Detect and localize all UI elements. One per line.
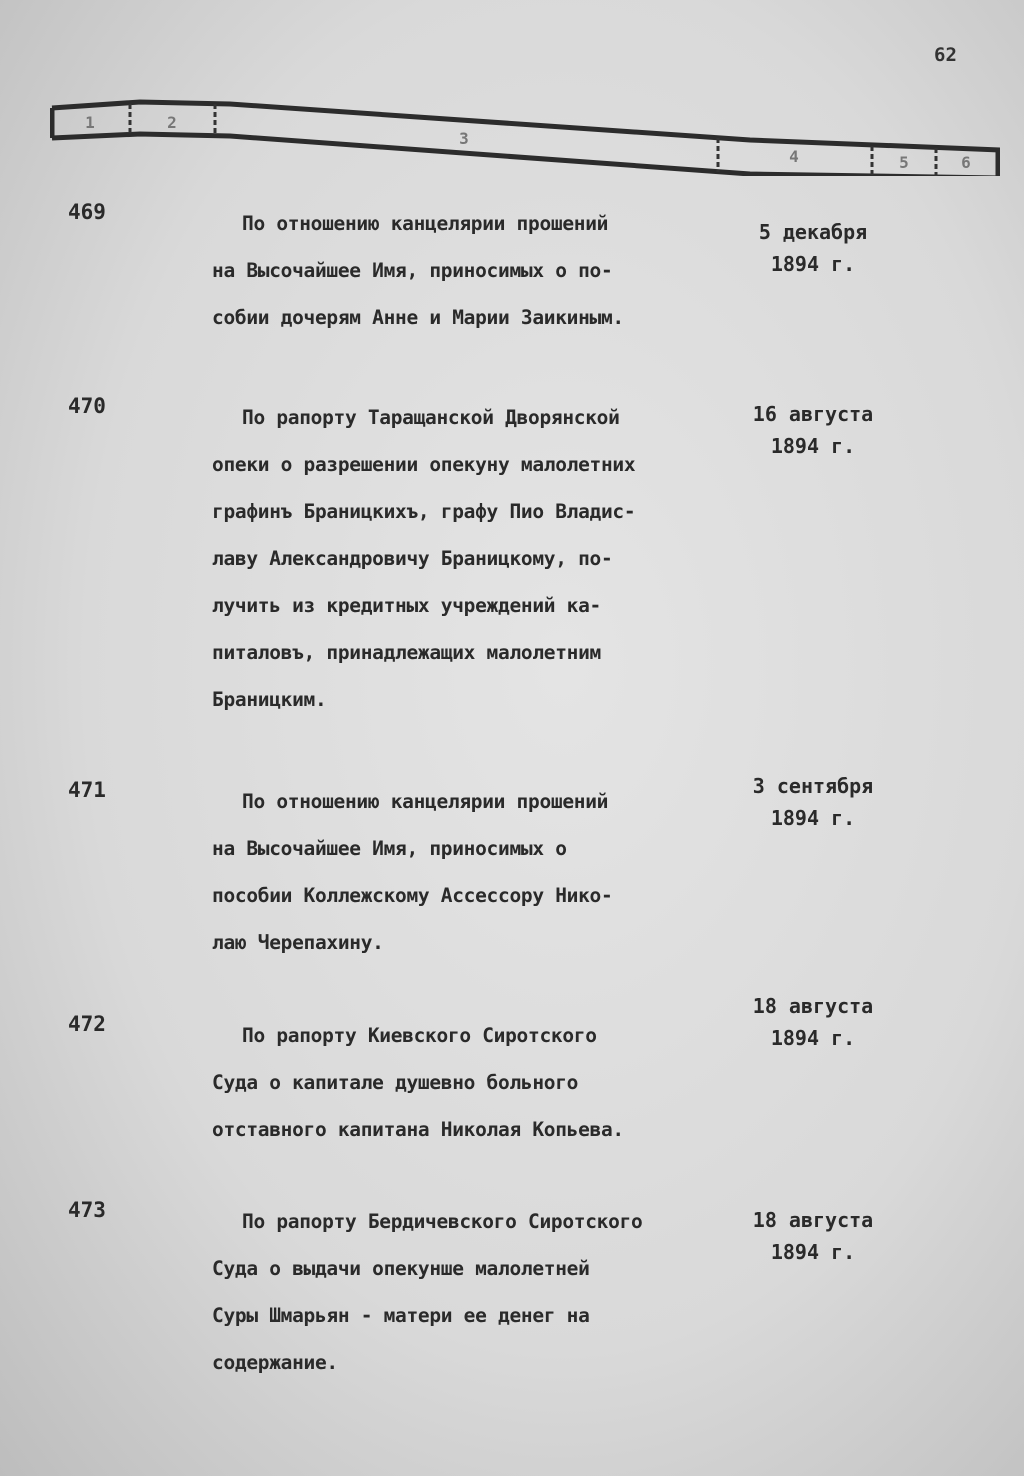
entry-line: По рапорту Киевского Сиротского [242, 1024, 597, 1047]
date-year: 1894 г. [770, 806, 856, 830]
date-year: 1894 г. [770, 1026, 856, 1050]
header-col-6: 6 [961, 153, 971, 172]
header-col-5: 5 [899, 153, 909, 172]
entry-text [212, 394, 752, 723]
entry-line: По отношению канцелярии прошений [242, 212, 609, 235]
date-year: 1894 г. [770, 252, 856, 276]
entry-line: пособии Коллежскому Ассессору Нико- [212, 884, 613, 907]
entry-text [212, 1198, 752, 1386]
entry-line: Браницким. [212, 688, 327, 711]
date-day: 3 сентября [752, 774, 874, 798]
header-col-1: 1 [85, 113, 95, 132]
entry-line: графинъ Браницкихъ, графу Пио Владис- [212, 500, 636, 523]
date-day: 18 августа [752, 994, 874, 1018]
entry-line: содержание. [212, 1351, 338, 1374]
date-year: 1894 г. [770, 1240, 856, 1264]
entry-line: По рапорту Таращанской Дворянской [242, 406, 620, 429]
entry-text [212, 200, 752, 341]
page-number: 62 [934, 44, 957, 66]
entry-line: питаловъ, принадлежащих малолетним [212, 641, 601, 664]
header-col-3: 3 [459, 129, 469, 148]
entry-date [738, 990, 888, 1054]
entry-line: лаву Александровичу Браницкому, по- [212, 547, 613, 570]
entry-text [212, 778, 752, 966]
column-header-table [50, 96, 1000, 176]
entry-number: 471 [68, 778, 106, 802]
entry-number: 469 [68, 200, 106, 224]
entry-line: лаю Черепахину. [212, 931, 384, 954]
entry-line: Суда о капитале душевно больного [212, 1071, 579, 1094]
entry-number: 470 [68, 394, 106, 418]
header-col-4: 4 [789, 147, 799, 166]
entry-line: Суры Шмарьян - матери ее денег на [212, 1304, 590, 1327]
date-day: 18 августа [752, 1208, 874, 1232]
entry-date [738, 770, 888, 834]
entry-line: По рапорту Бердичевского Сиротского [242, 1210, 643, 1233]
entry-line: По отношению канцелярии прошений [242, 790, 609, 813]
header-col-2: 2 [167, 113, 177, 132]
entry-line: собии дочерям Анне и Марии Заикиным. [212, 306, 624, 329]
entry-date [738, 1204, 888, 1268]
entry-line: на Высочайшее Имя, приносимых о по- [212, 259, 613, 282]
entry-date [738, 216, 888, 280]
entry-line: отставного капитана Николая Копьева. [212, 1118, 624, 1141]
entry-text [212, 1012, 752, 1153]
entry-line: на Высочайшее Имя, приносимых о [212, 837, 567, 860]
entry-number: 472 [68, 1012, 106, 1036]
date-day: 16 августа [752, 402, 874, 426]
date-year: 1894 г. [770, 434, 856, 458]
entry-line: лучить из кредитных учреждений ка- [212, 594, 601, 617]
entry-line: опеки о разрешении опекуну малолетних [212, 453, 636, 476]
entry-number: 473 [68, 1198, 106, 1222]
entry-line: Суда о выдачи опекунше малолетней [212, 1257, 590, 1280]
entry-date [738, 398, 888, 462]
date-day: 5 декабря [758, 220, 868, 244]
